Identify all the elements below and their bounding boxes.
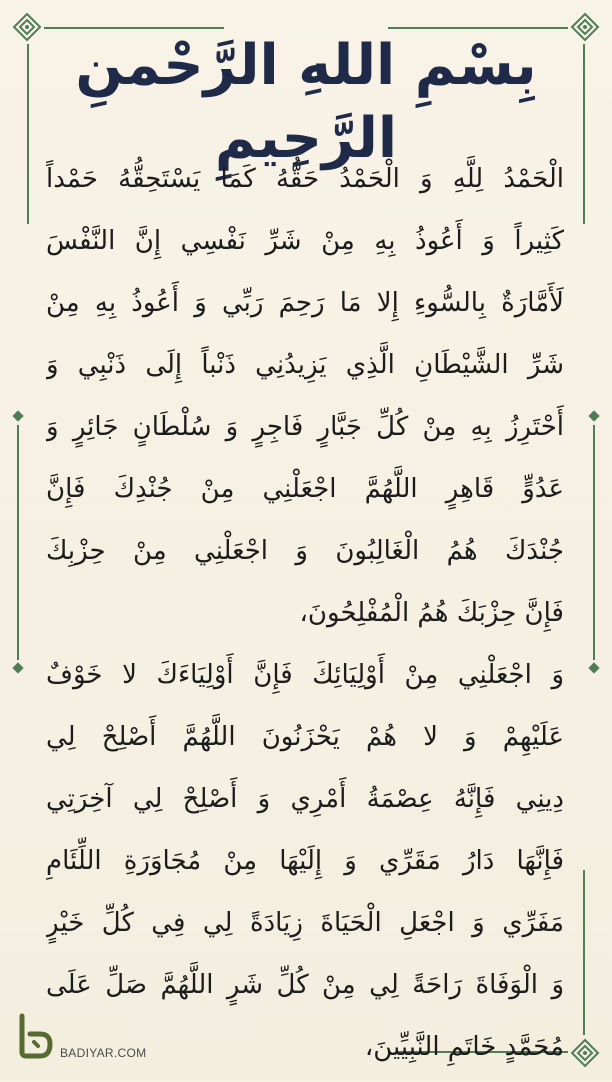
frame-diamond-icon	[12, 410, 23, 421]
text-line: فَإِنَّهَا دَارُ مَقَرِّي وَ إِلَيْهَا مِنْ مُجَاوَرَةِ اللِّئَامِ	[46, 846, 564, 876]
frame-diamond-icon	[12, 662, 23, 673]
text-line: لَأَمَّارَةٌ بِالسُّوءِ إِلا مَا رَحِمَ رَبِّي وَ أَعُوذُ بِهِ مِنْ	[46, 288, 564, 318]
corner-ornament-icon	[568, 1036, 602, 1070]
text-line: جُنْدَكَ هُمُ الْغَالِبُونَ وَ اجْعَلْنِي مِنْ حِزْبِكَ	[46, 536, 564, 566]
text-line: دِينِي فَإِنَّهُ عِصْمَةُ أَمْرِي وَ أَصْلِحْ لِي آخِرَتِي	[46, 784, 564, 814]
text-line: وَ اجْعَلْنِي مِنْ أَوْلِيَائِكَ فَإِنَّ أَوْلِيَاءَكَ لا خَوْفٌ	[46, 660, 564, 690]
badiyar-logo-icon	[14, 1012, 54, 1060]
frame-right-bottom-line	[583, 870, 585, 1035]
text-line: وَ الْوَفَاةَ رَاحَةً لِي مِنْ كُلِّ شَرٍ اللَّهُمَّ صَلِّ عَلَى	[46, 970, 564, 1000]
text-line: أَحْتَرِزُ بِهِ مِنْ كُلِّ جَبَّارٍ فَاجِرٍ وَ سُلْطَانٍ جَائِرٍ وَ	[46, 412, 564, 442]
text-line: عَلَيْهِمْ وَ لا هُمْ يَحْزَنُونَ اللَّهُمَّ أَصْلِحْ لِي	[46, 722, 564, 752]
frame-top-right-line	[388, 27, 568, 29]
text-line: عَدُوٍّ قَاهِرٍ اللَّهُمَّ اجْعَلْنِي مِنْ جُنْدِكَ فَإِنَّ	[46, 474, 564, 504]
text-line: مُحَمَّدٍ خَاتَمِ النَّبِيِّينَ،	[364, 1032, 564, 1062]
frame-diamond-icon	[588, 662, 599, 673]
basmala-heading: بِسْمِ اللهِ الرَّحْمنِ الرَّحِيمِ	[75, 33, 537, 171]
text-line: الْحَمْدُ لِلَّهِ وَ الْحَمْدُ حَقُّهُ كَمَا يَسْتَحِقُّهُ حَمْداً	[46, 164, 564, 194]
text-line: كَثِيراً وَ أَعُوذُ بِهِ مِنْ شَرِّ نَفْسِي إِنَّ النَّفْسَ	[46, 226, 564, 256]
frame-diamond-icon	[588, 410, 599, 421]
frame-right-mid-line	[593, 425, 595, 660]
text-line: مَفَرِّي وَ اجْعَلِ الْحَيَاةَ زِيَادَةً لِي فِي كُلِّ خَيْرٍ	[46, 908, 564, 938]
text-line: فَإِنَّ حِزْبَكَ هُمُ الْمُفْلِحُونَ،	[299, 598, 564, 628]
site-name: BADIYAR.COM	[60, 1046, 147, 1060]
frame-left-mid-line	[17, 425, 19, 660]
frame-top-left-line	[44, 27, 224, 29]
text-line: شَرِّ الشَّيْطَانِ الَّذِي يَزِيدُنِي ذَنْباً إِلَى ذَنْبِي وَ	[46, 350, 564, 380]
prayer-text	[46, 152, 564, 1082]
